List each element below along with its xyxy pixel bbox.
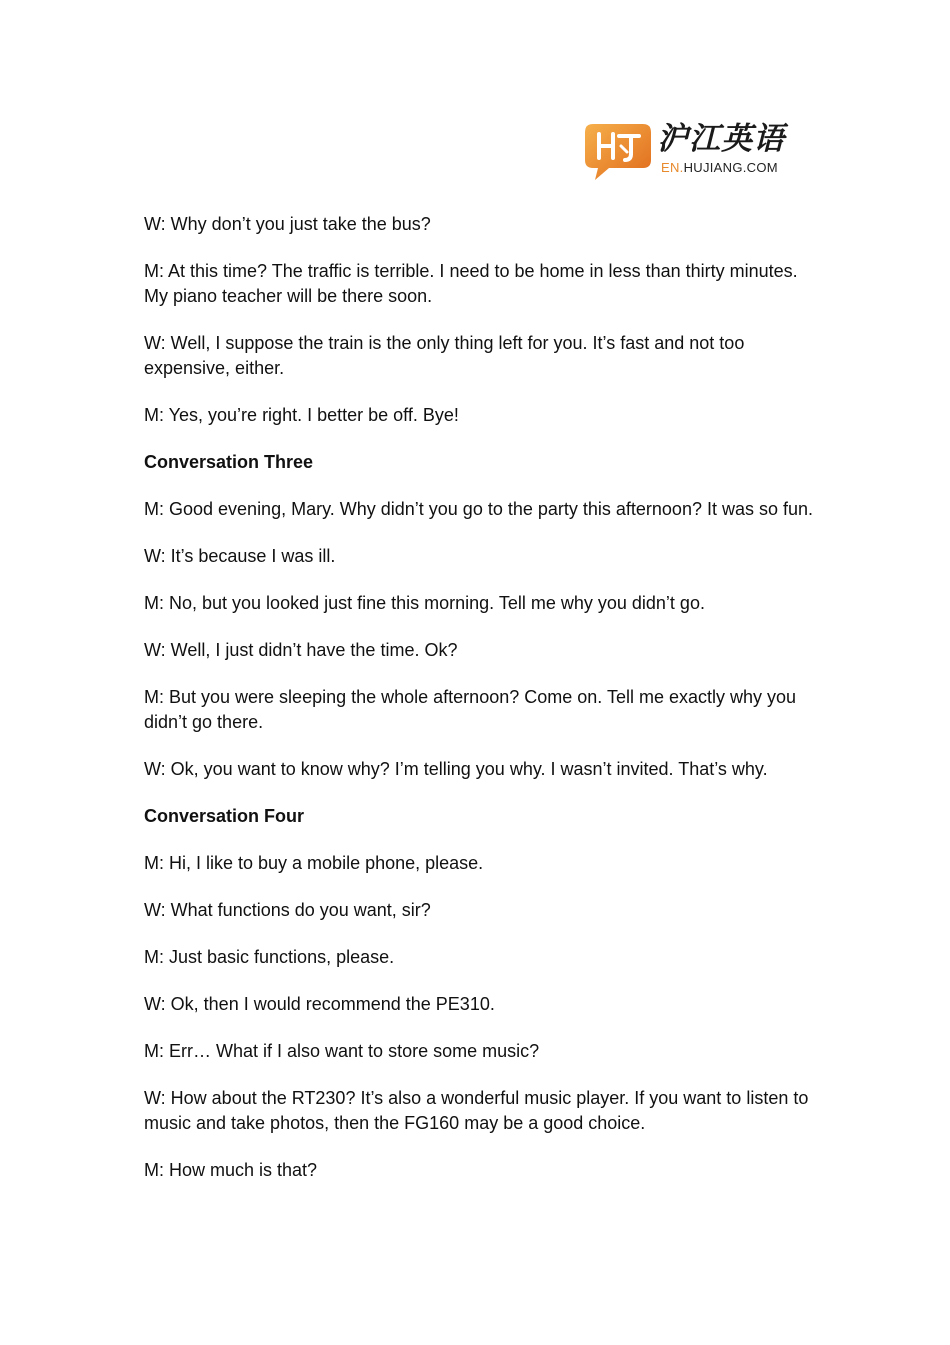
dialogue-line: M: No, but you looked just fine this morning. Tell me why you didn’t go. (144, 593, 705, 613)
dialogue-line: W: Well, I suppose the train is the only thing left for you. It’s fast and not too expensive, either. (144, 333, 745, 378)
dialogue-line: M: But you were sleeping the whole afternoon? Come on. Tell me exactly why you didn’t go there. (144, 687, 797, 732)
dialogue-line: W: What functions do you want, sir? (144, 900, 431, 920)
dialogue-line: W: Why don’t you just take the bus? (144, 214, 431, 234)
dialogue-line: W: Ok, you want to know why? I’m telling you why. I wasn’t invited. That’s why. (144, 759, 768, 779)
dialogue-line: M: At this time? The traffic is terrible. I need to be home in less than thirty minutes. My piano teacher will be there soon. (144, 261, 798, 306)
dialogue-line: W: Ok, then I would recommend the PE310. (144, 994, 495, 1014)
section-heading-conversation-four: Conversation Four (144, 806, 305, 826)
logo-domain-prefix: EN. (661, 160, 684, 175)
dialogue-line: W: Well, I just didn’t have the time. Ok? (144, 640, 458, 660)
dialogue-line: M: Err… What if I also want to store some music? (144, 1041, 540, 1061)
dialogue-line: M: Just basic functions, please. (144, 947, 395, 967)
hujiang-logo (583, 120, 809, 182)
section-heading-conversation-three: Conversation Three (144, 452, 314, 472)
dialogue-line: M: Good evening, Mary. Why didn’t you go to the party this afternoon? It was so fun. (144, 499, 814, 519)
dialogue-line: M: Yes, you’re right. I better be off. Bye! (144, 405, 459, 425)
dialogue-line: W: How about the RT230? It’s also a wonderful music player. If you want to listen to music and take photos, then the FG160 may be a good choice. (144, 1088, 809, 1133)
dialogue-line: M: Hi, I like to buy a mobile phone, please. (144, 853, 484, 873)
dialogue-line: W: It’s because I was ill. (144, 546, 336, 566)
dialogue-line: M: How much is that? (144, 1160, 318, 1180)
logo-domain-name: HUJIANG.COM (683, 160, 778, 175)
hujiang-speech-bubble-icon (583, 120, 653, 182)
document-body (144, 212, 814, 1205)
logo-site-domain (661, 160, 778, 176)
logo-chinese-name: 沪江英语 (657, 121, 785, 157)
